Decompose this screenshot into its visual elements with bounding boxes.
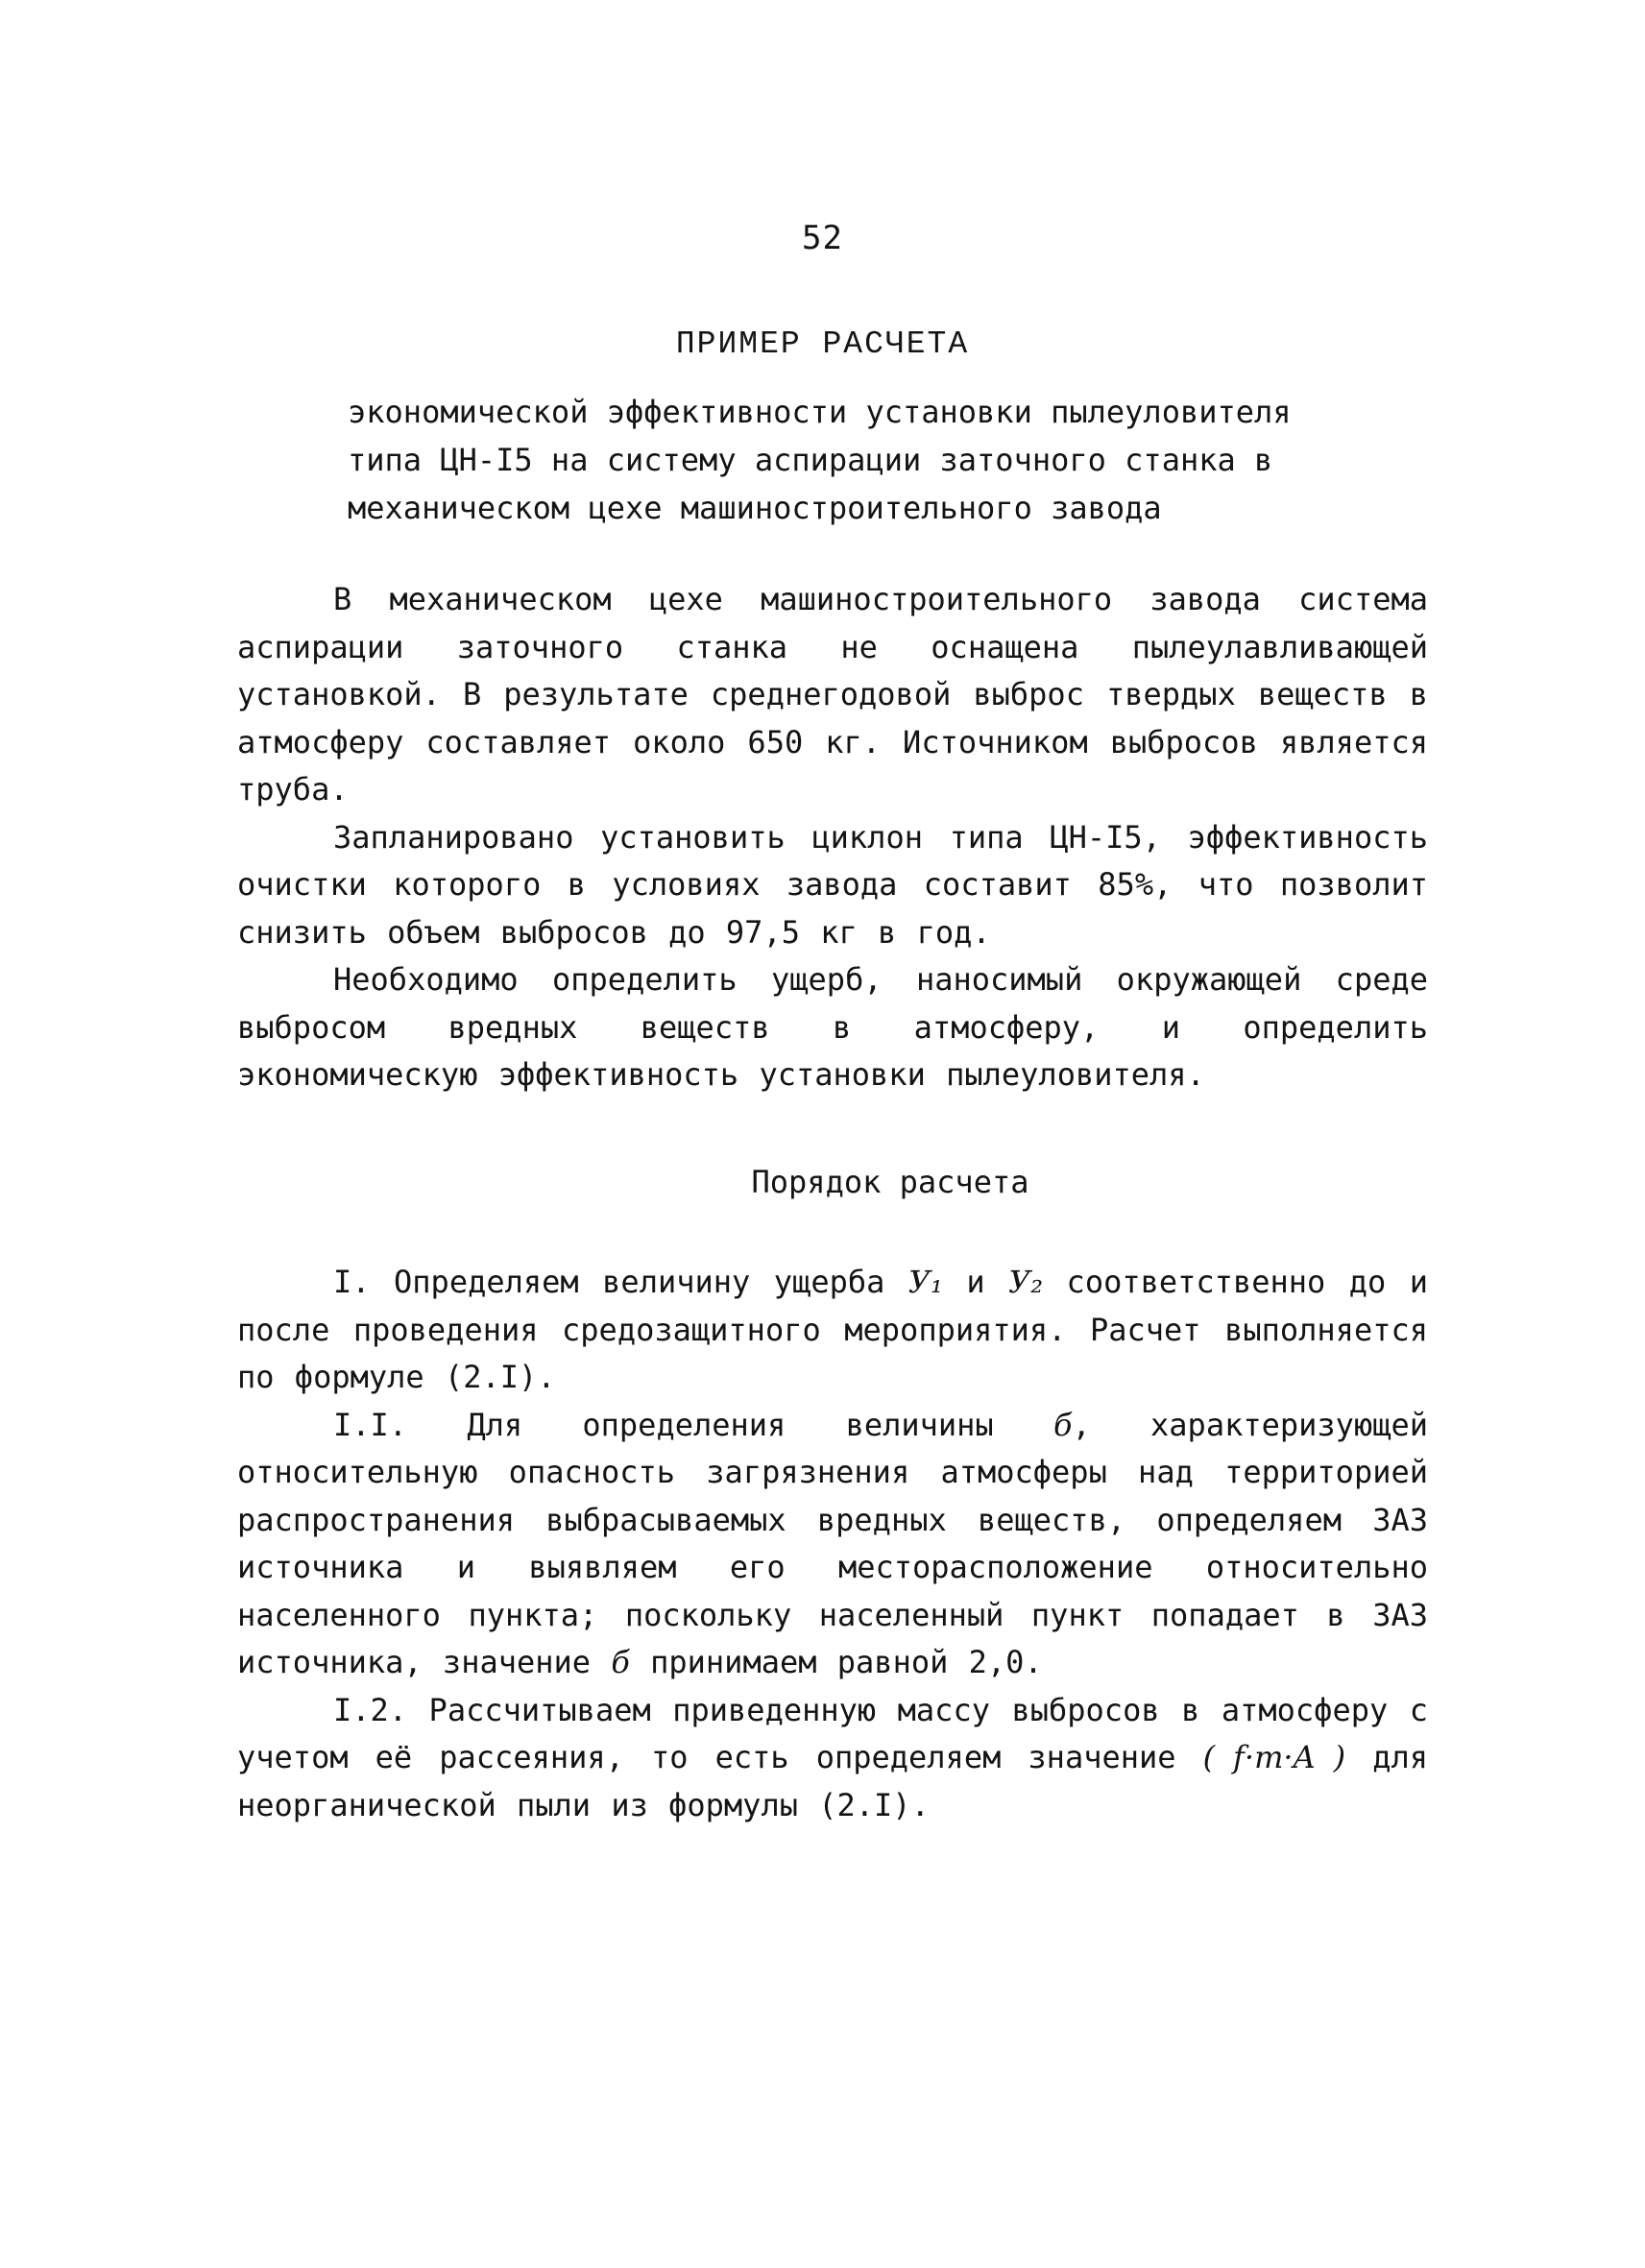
document-body xyxy=(237,576,1428,1829)
sigma-symbol: б xyxy=(1052,1406,1073,1443)
subtitle-line: механическом цехе машиностроительного завода xyxy=(348,490,1162,526)
section-heading: Порядок расчета xyxy=(751,1163,1029,1200)
step-1-2-text-before: I.2. Рассчитываем приведенную массу выбросов в атмосферу с учетом её рассеяния, то есть определяем значение xyxy=(237,1691,1428,1775)
page-number: 52 xyxy=(802,219,843,257)
step-1-1-text-after: принимаем равной 2,0. xyxy=(650,1644,1043,1680)
step-1-paragraph xyxy=(237,1259,1428,1402)
step-1-2-paragraph xyxy=(237,1687,1428,1830)
subtitle-line: типа ЦН-I5 на систему аспирации заточного станка в xyxy=(348,442,1273,478)
document-subtitle xyxy=(348,388,1452,532)
damage-symbol-y2: У₂ xyxy=(1008,1264,1044,1300)
step-1-1-paragraph xyxy=(237,1402,1428,1687)
subtitle-line: экономической эффективности установки пылеуловителя xyxy=(348,394,1292,430)
step-1-1-text-before: I.I. Для определения величины xyxy=(333,1406,994,1443)
step-1-1-text-middle: , характеризующей относительную опасность загрязнения атмосферы над территорией распространения выбрасываемых вредных веществ, определяем ЗАЗ источника и выявляем его месторасположение относительно населенного пункта; поскольку населенный пункт попадает в ЗАЗ источника, значение xyxy=(237,1406,1429,1680)
damage-symbol-y1: У₁ xyxy=(907,1264,943,1300)
document-heading: ПРИМЕР РАСЧЕТА xyxy=(675,326,970,362)
step-1-text-before: I. Определяем величину ущерба xyxy=(333,1264,885,1300)
step-1-2-text-after: для неорганической пыли из формулы (2.I). xyxy=(237,1739,1428,1823)
reduced-mass-formula: ( f·m·A ) xyxy=(1202,1739,1346,1775)
intro-paragraph: В механическом цехе машиностроительного завода система аспирации заточного станка не оснащена пылеулавливающей установкой. В результате среднегодовой выброс твердых веществ в атмосферу составляет около 650 кг. Источником выбросов является труба. xyxy=(237,581,1428,808)
sigma-symbol: б xyxy=(611,1644,630,1680)
intro-paragraph: Запланировано установить циклон типа ЦН-I5, эффективность очистки которого в условиях завода составит 85%, что позволит снизить объем выбросов до 97,5 кг в год. xyxy=(237,818,1428,951)
step-1-conjunction: и xyxy=(966,1264,985,1300)
step-1-text-after: соответственно до и после проведения средозащитного мероприятия. Расчет выполняется по формуле (2.I). xyxy=(237,1264,1429,1395)
intro-paragraph: Необходимо определить ущерб, наносимый окружающей среде выбросом вредных веществ в атмосферу, и определить экономическую эффективность установки пылеуловителя. xyxy=(237,961,1428,1093)
